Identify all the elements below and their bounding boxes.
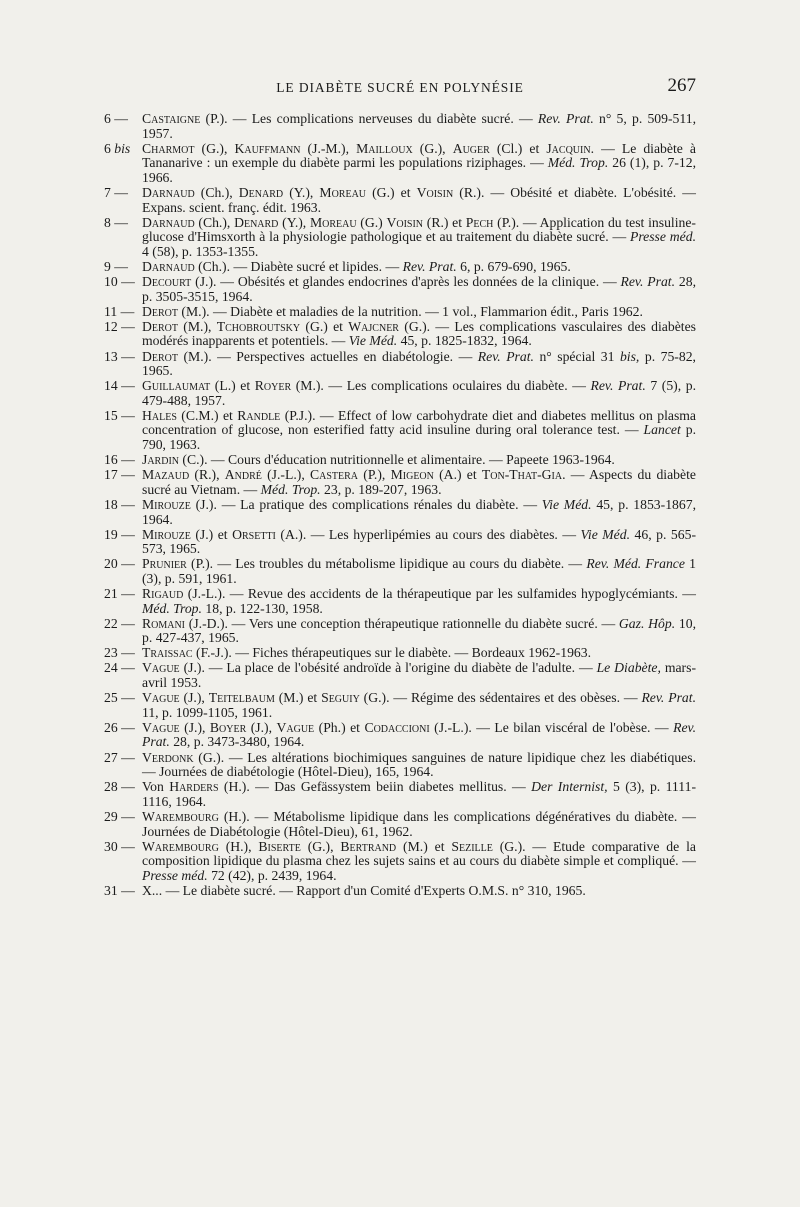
author-name: Vague (142, 719, 180, 735)
reference-number: 30 — (104, 838, 135, 854)
author-name: Derot (142, 303, 178, 319)
citation-text: (R.) et (423, 214, 466, 230)
journal-title: Vie Méd. (580, 526, 631, 542)
reference-number: 17 — (104, 467, 135, 483)
reference-text (142, 527, 696, 557)
reference-item (104, 617, 696, 646)
reference-item (104, 186, 696, 215)
reference-number: 16 — (104, 452, 135, 468)
author-name: Derot (142, 348, 178, 364)
author-name: Rigaud (142, 586, 184, 601)
author-name: Moreau (309, 214, 357, 230)
citation-text: 45, p. 1853-1867, 1964. (142, 496, 696, 527)
author-name: Darnaud (142, 214, 195, 230)
author-name: Wajcner (348, 318, 399, 334)
author-name: Darnaud (142, 184, 195, 200)
reference-number: 28 — (104, 779, 135, 795)
journal-title: bis, (619, 348, 640, 364)
citation-text: (F.-J.). — Fiches thérapeutiques sur le diabète. — Bordeaux 1962-1963. (192, 645, 592, 661)
journal-title: Der Internist, (531, 779, 608, 795)
citation-text: (R.). — Obésité et diabète. L'obésité. — Expans. scient. franç. édit. 1963. (142, 184, 696, 215)
citation-text: 18, p. 122-130, 1958. (201, 600, 323, 616)
citation-text: (G.) et (300, 318, 349, 334)
author-name: Warembourg (142, 838, 219, 854)
citation-text: (Y.), (278, 214, 310, 230)
citation-text: (J.-L.), (261, 467, 310, 483)
reference-text (142, 111, 696, 141)
journal-title: Presse méd. (142, 867, 208, 883)
citation-text: (G.), (194, 140, 235, 156)
author-name: Warembourg (142, 808, 219, 824)
author-name: Royer (254, 378, 292, 394)
reference-item (104, 646, 696, 661)
citation-text: (Cl.) et (489, 140, 547, 156)
author-name: Jacquin (546, 140, 591, 156)
reference-item (104, 810, 696, 839)
author-name: Mailloux (356, 140, 413, 156)
reference-text (142, 660, 696, 690)
reference-item (104, 112, 696, 141)
page-number: 267 (667, 75, 696, 96)
reference-item (104, 528, 696, 557)
reference-text (142, 452, 615, 467)
reference-item (104, 780, 696, 809)
reference-text (142, 378, 696, 408)
running-title: LE DIABÈTE SUCRÉ EN POLYNÉSIE (276, 80, 524, 95)
citation-text: (M.) et (396, 838, 452, 854)
reference-text (142, 720, 696, 750)
reference-item (104, 587, 696, 616)
reference-number: 31 — (104, 882, 135, 898)
citation-text: (G.) et (366, 184, 417, 200)
citation-text: (J.-D.). — Vers une conception thérapeutique rationnelle du diabète sucré. — (185, 615, 619, 631)
journal-title: Méd. Trop. (260, 481, 321, 497)
author-name: Ton-That-Gia (481, 467, 563, 483)
reference-text (142, 259, 571, 274)
author-name: Orsetti (232, 526, 276, 542)
citation-text: (G.), (412, 140, 453, 156)
citation-text: n° spécial 31 (533, 348, 620, 364)
citation-text: (Ch.), (194, 184, 239, 200)
citation-text: (G.). — Régime des sédentaires et des obèses. — (359, 690, 642, 706)
citation-text: (Y.), (283, 184, 320, 200)
citation-text: (P.). — Les troubles du métabolisme lipidique au cours du diabète. — (186, 556, 587, 572)
author-name: Castaigne (142, 111, 201, 126)
reference-number: 14 — (104, 378, 135, 394)
reference-item (104, 691, 696, 720)
author-name: Boyer (209, 719, 247, 735)
reference-text (142, 274, 696, 304)
citation-text: (M.) et (274, 690, 322, 706)
journal-title: Rev. Prat. (641, 690, 696, 706)
citation-text: (J.). — Obésités et glandes endocrines d'après les données de la clinique. — (191, 274, 621, 290)
citation-text: (G.). — Etude comparative de la composition lipidique du plasma chez les sujets sains et au cours du diabète simple et compliqué. — (142, 838, 696, 869)
citation-text: (A.). — Les hyperlipémies au cours des diabètes. — (275, 526, 581, 542)
reference-item (104, 305, 696, 320)
reference-item (104, 468, 696, 497)
author-name: Pech (465, 214, 494, 230)
reference-number: 19 — (104, 526, 135, 542)
author-name: Migeon (390, 467, 434, 483)
citation-text: X... — Le diabète sucré. — Rapport d'un Comité d'Experts O.M.S. n° 310, 1965. (142, 882, 586, 898)
author-name: Darnaud (142, 258, 195, 274)
journal-title: Rev. Prat. (402, 258, 457, 274)
author-name: Moreau (319, 184, 367, 200)
citation-text: . — Le diabète à Tananarive : un exemple du diabète parmi les populations riziphages. — (142, 140, 697, 171)
citation-text: (H.), (218, 838, 259, 854)
citation-text: (J.), (179, 719, 210, 735)
author-name: Guillaumat (142, 378, 211, 394)
reference-number: 24 — (104, 660, 135, 676)
author-name: Sezille (451, 838, 493, 854)
citation-text: (C.). — Cours d'éducation nutritionnelle et alimentaire. — Papeete 1963-1964. (179, 452, 615, 468)
reference-item (104, 453, 696, 468)
journal-title: Rev. Méd. France (586, 556, 685, 572)
citation-text: Von (142, 779, 170, 795)
citation-text: 46, p. 565-573, 1965. (142, 526, 697, 557)
citation-text: 23, p. 189-207, 1963. (320, 481, 442, 497)
journal-title: Rev. Prat. (477, 348, 534, 364)
reference-item (104, 557, 696, 586)
journal-title: Presse méd. (629, 229, 696, 245)
citation-text: (M.), (178, 318, 217, 334)
citation-text: . — Aspects du diabète sucré au Vietnam. — (142, 467, 696, 497)
citation-text: (J.). — La place de l'obésité androïde à l'origine du diabète de l'adulte. — (179, 660, 597, 676)
journal-title: Rev. Prat. (590, 378, 646, 394)
reference-text (142, 141, 696, 185)
author-name: Derot (142, 318, 178, 334)
reference-text (142, 645, 591, 660)
reference-text (142, 556, 696, 586)
reference-text (142, 319, 696, 349)
citation-text: 28, p. 3505-3515, 1964. (142, 274, 696, 304)
journal-title: Vie Méd. (541, 496, 592, 512)
citation-text: p. 790, 1963. (142, 422, 697, 453)
author-name: Traissac (142, 645, 193, 661)
author-name: Vague (142, 660, 180, 676)
citation-text: (Ph.) et (314, 719, 365, 735)
author-name: Decourt (142, 274, 192, 290)
citation-text: 28, p. 3473-3480, 1964. (169, 734, 305, 750)
reference-text (142, 304, 643, 319)
author-name: Auger (452, 140, 490, 156)
author-name: Tchobroutsky (216, 318, 301, 334)
author-name: Randle (237, 407, 281, 423)
reference-text (142, 690, 696, 720)
reference-item (104, 409, 696, 453)
reference-number: 12 — (104, 318, 135, 334)
author-name: Romani (142, 615, 186, 631)
reference-text (142, 616, 696, 646)
author-name: Harders (169, 779, 219, 795)
citation-text: p. 75-82, 1965. (142, 348, 696, 379)
citation-text: (P.). — Application du test insuline-glucose d'Himsxorth à la physiologie pathologique et au traitement du diabète sucré. — (142, 214, 696, 245)
citation-text: (M.). — Les complications oculaires du diabète. — (291, 378, 591, 394)
journal-title: Lancet (643, 422, 681, 438)
reference-number: 6 — (104, 111, 128, 126)
author-name: Kauffmann (234, 140, 301, 156)
reference-number: 20 — (104, 556, 135, 572)
author-name: Vague (142, 690, 180, 706)
author-name: Prunier (142, 556, 187, 572)
author-name: Bertrand (340, 838, 397, 854)
reference-text (142, 497, 696, 527)
reference-item (104, 884, 696, 899)
reference-item (104, 260, 696, 275)
author-name: Mirouze (142, 496, 191, 512)
citation-text: (P.). — Les complications nerveuses du diabète sucré. — (200, 111, 538, 126)
citation-text: 72 (42), p. 2439, 1964. (207, 867, 337, 883)
citation-text: (J.), (179, 690, 209, 706)
citation-text: (P.J.). — Effect of low carbohydrate diet and diabetes mellitus on plasma concentration of glucose, non esterified fatty acid insuline during oral tolerance test. — (142, 407, 696, 438)
author-name: Verdonk (142, 749, 194, 765)
citation-text: 11, p. 1099-1105, 1961. (142, 704, 273, 720)
reference-number: 15 — (104, 407, 135, 423)
reference-number: 10 — (104, 274, 135, 290)
reference-number: 23 — (104, 645, 135, 661)
reference-text (142, 467, 696, 497)
citation-text: (C.M.) et (176, 407, 238, 423)
citation-text: (M.). — Diabète et maladies de la nutrition. — 1 vol., Flammarion édit., Paris 1962. (178, 303, 643, 319)
reference-item (104, 379, 696, 408)
reference-text (142, 185, 696, 215)
journal-title: Méd. Trop. (547, 155, 609, 171)
reference-item (104, 661, 696, 690)
reference-text (142, 586, 696, 616)
journal-title: Rev. Prat. (620, 274, 676, 290)
citation-text: n° 5, p. 509-511, 1957. (142, 111, 696, 141)
author-name: Teitelbaum (208, 690, 275, 706)
reference-text (142, 883, 586, 898)
citation-text: (J.), (246, 719, 277, 735)
reference-item (104, 751, 696, 780)
journal-title: Gaz. Hôp. (618, 615, 676, 631)
citation-text: 45, p. 1825-1832, 1964. (397, 333, 532, 349)
citation-text: (G.), (300, 838, 341, 854)
author-name: Voisin (416, 184, 454, 200)
reference-number: 21 — (104, 586, 135, 601)
reference-item (104, 142, 696, 186)
reference-text (142, 408, 696, 452)
author-name: Voisin (386, 214, 424, 230)
journal-title: Le Diabète, (596, 660, 661, 676)
reference-text (142, 779, 696, 809)
reference-number: 22 — (104, 615, 135, 631)
author-name: Castera (310, 467, 359, 483)
citation-text: (P.), (358, 467, 391, 483)
journal-title: Rev. Prat. (142, 719, 696, 750)
author-name: Seguiy (321, 690, 360, 706)
reference-item (104, 275, 696, 304)
author-name: Charmot (142, 140, 195, 156)
citation-text: (L.) et (210, 378, 255, 394)
reference-item (104, 216, 696, 260)
journal-title: Méd. Trop. (142, 600, 202, 616)
reference-number: 8 — (104, 214, 128, 230)
reference-list (104, 112, 696, 899)
citation-text: (J.-L.). — Revue des accidents de la thérapeutique par les sulfamides hypoglycémiants. — (183, 586, 696, 601)
reference-number: 27 — (104, 749, 135, 765)
reference-number: 26 — (104, 719, 135, 735)
citation-text: (Ch.). — Diabète sucré et lipides. — (194, 258, 403, 274)
author-name: Denard (234, 214, 279, 230)
author-name: Denard (238, 184, 284, 200)
citation-text: (A.) et (433, 467, 482, 483)
reference-item (104, 320, 696, 349)
citation-text: (G.). — Les altérations biochimiques sanguines de nature lipidique chez les diabétiques. — Journées de diabétologie (Hôtel-Dieu), 165, 1964. (142, 749, 696, 780)
citation-text: (H.). — Das Gefässystem beiin diabetes mellitus. — (218, 779, 532, 795)
citation-text: (M.). — Perspectives actuelles en diabétologie. — (178, 348, 478, 364)
author-name: Biserte (258, 838, 301, 854)
reference-text (142, 750, 696, 780)
citation-text: 1 (3), p. 591, 1961. (142, 556, 697, 586)
citation-text: (J.-L.). — Le bilan viscéral de l'obèse. — (429, 719, 674, 735)
citation-text: mars-avril 1953. (142, 660, 696, 691)
journal-title: Rev. Prat. (537, 111, 594, 126)
citation-text: 5 (3), p. 1111-1116, 1964. (142, 779, 697, 809)
reference-text (142, 349, 696, 379)
reference-number: 25 — (104, 690, 135, 706)
journal-title: Vie Méd. (348, 333, 398, 349)
reference-item (104, 721, 696, 750)
citation-text: 6, p. 679-690, 1965. (456, 258, 571, 274)
reference-item (104, 498, 696, 527)
author-name: Codaccioni (364, 719, 430, 735)
author-name: Mirouze (142, 526, 191, 542)
reference-number: 13 — (104, 348, 135, 364)
author-name: Vague (276, 719, 315, 735)
citation-text: (R.), (189, 467, 225, 483)
reference-number: 6 bis (104, 140, 131, 156)
reference-item (104, 350, 696, 379)
page-header (104, 76, 696, 100)
citation-text: 7 (5), p. 479-488, 1957. (142, 378, 696, 408)
citation-text: (Ch.), (194, 214, 235, 230)
author-name: André (224, 467, 262, 483)
reference-number: 29 — (104, 808, 135, 824)
citation-text: (J.) et (190, 526, 233, 542)
reference-text (142, 839, 696, 883)
citation-text: 4 (58), p. 1353-1355. (142, 243, 259, 259)
reference-text (142, 809, 696, 839)
citation-text: 26 (1), p. 7-12, 1966. (142, 155, 696, 185)
author-name: Hales (142, 407, 177, 423)
reference-item (104, 840, 696, 884)
reference-text (142, 215, 696, 259)
citation-text: (H.). — Métabolisme lipidique dans les complications dégénératives du diabète. — Journées de Diabétologie (Hôtel-Dieu), 61, 1962. (142, 808, 696, 839)
citation-text: (G.) (356, 214, 387, 230)
reference-number: 18 — (104, 496, 135, 512)
reference-number: 11 — (104, 303, 135, 319)
citation-text: (J.-M.), (300, 140, 357, 156)
citation-text: (G.). — Les complications vasculaires des diabètes modérés inapparents et potentiels. — (142, 318, 696, 349)
author-name: Jardin (142, 452, 179, 468)
reference-number: 9 — (104, 258, 128, 274)
author-name: Mazaud (142, 467, 190, 483)
reference-number: 7 — (104, 184, 128, 200)
citation-text: 10, p. 427-437, 1965. (142, 615, 696, 646)
citation-text: (J.). — La pratique des complications rénales du diabète. — (190, 496, 542, 512)
